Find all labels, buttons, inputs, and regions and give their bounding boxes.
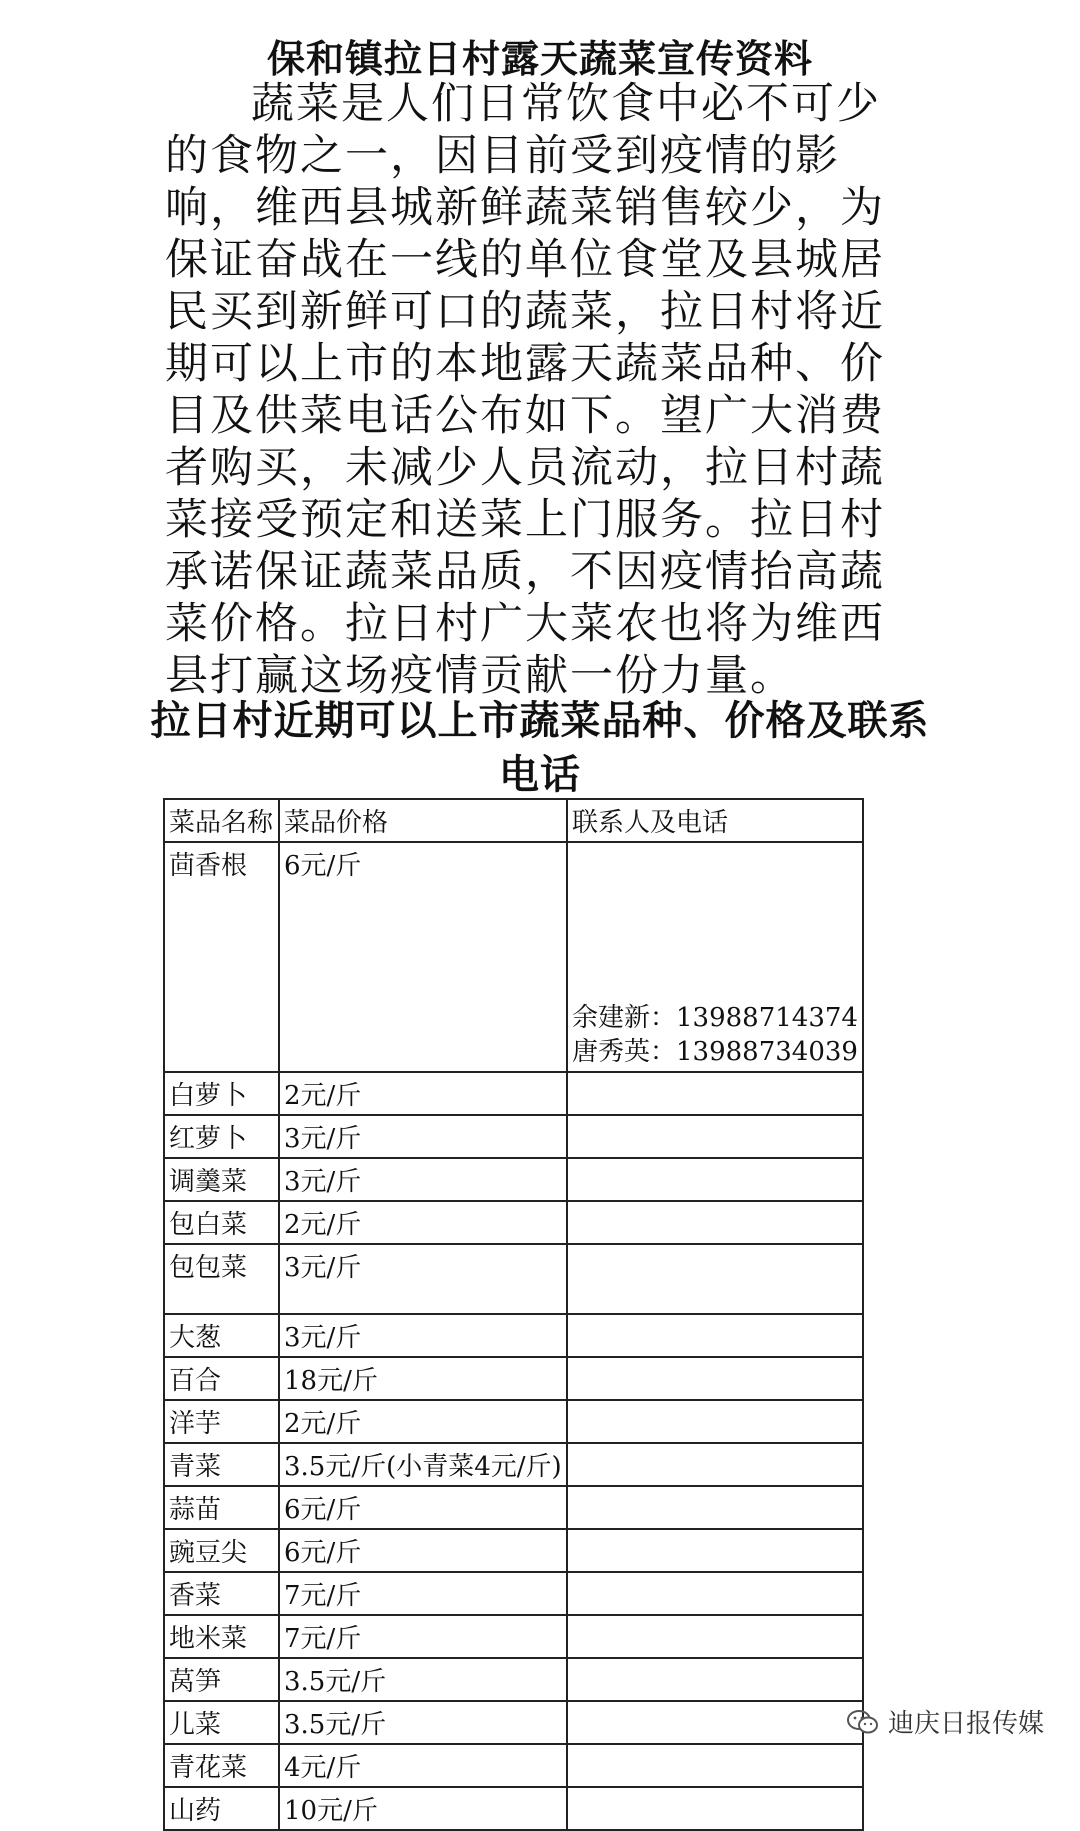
table-row xyxy=(164,1158,863,1201)
table-row xyxy=(164,1486,863,1529)
contact-cell xyxy=(567,842,863,1072)
vegetable-name: 红萝卜 xyxy=(164,1115,279,1158)
vegetable-price: 3.5元/斤 xyxy=(279,1658,567,1701)
header-vegetable-price: 菜品价格 xyxy=(279,799,567,842)
vegetable-name: 莴笋 xyxy=(164,1658,279,1701)
vegetable-name: 香菜 xyxy=(164,1572,279,1615)
table-row xyxy=(164,1572,863,1615)
table-row xyxy=(164,1658,863,1701)
table-row xyxy=(164,1201,863,1244)
contact-cell xyxy=(567,1701,863,1744)
vegetable-name: 豌豆尖 xyxy=(164,1529,279,1572)
vegetable-price: 3元/斤 xyxy=(279,1115,567,1158)
contact-cell xyxy=(567,1314,863,1357)
vegetable-price: 3元/斤 xyxy=(279,1314,567,1357)
watermark xyxy=(846,1703,1044,1740)
vegetable-name: 大葱 xyxy=(164,1314,279,1357)
contact-cell xyxy=(567,1529,863,1572)
table-row xyxy=(164,1787,863,1830)
vegetable-name: 儿菜 xyxy=(164,1701,279,1744)
table-row xyxy=(164,1701,863,1744)
table-row xyxy=(164,1400,863,1443)
table-row xyxy=(164,1443,863,1486)
vegetable-price: 3.5元/斤(小青菜4元/斤) xyxy=(279,1443,567,1486)
vegetable-name: 百合 xyxy=(164,1357,279,1400)
vegetable-name: 山药 xyxy=(164,1787,279,1830)
contact-cell xyxy=(567,1658,863,1701)
watermark-text: 迪庆日报传媒 xyxy=(887,1709,1044,1739)
contact-cell xyxy=(567,1201,863,1244)
contact-cell xyxy=(567,1443,863,1486)
document-title: 保和镇拉日村露天蔬菜宣传资料 xyxy=(266,37,813,81)
vegetable-price: 6元/斤 xyxy=(279,1486,567,1529)
vegetable-price: 3元/斤 xyxy=(279,1244,567,1314)
vegetable-price: 7元/斤 xyxy=(279,1615,567,1658)
vegetable-name: 茴香根 xyxy=(164,842,279,1072)
vegetable-price: 2元/斤 xyxy=(279,1400,567,1443)
document-body-text: 蔬菜是人们日常饮食中必不可少的食物之一，因目前受到疫情的影响，维西县城新鲜蔬菜销售较少，为保证奋战在一线的单位食堂及县城居民买到新鲜可口的蔬菜，拉日村将近期可以上市的本地露天蔬菜品种、价目及供菜电话公布如下。望广大消费者购买，未减少人员流动，拉日村蔬菜接受预定和送菜上门服务。拉日村承诺保证蔬菜品质，不因疫情抬高蔬菜价格。拉日村广大菜农也将为维西县打赢这场疫情贡献一份力量。 xyxy=(165,79,885,701)
vegetable-price: 4元/斤 xyxy=(279,1744,567,1787)
vegetable-name: 青花菜 xyxy=(164,1744,279,1787)
table-row xyxy=(164,1115,863,1158)
vegetable-price: 3.5元/斤 xyxy=(279,1701,567,1744)
contact-cell xyxy=(567,1357,863,1400)
table-row xyxy=(164,842,863,1072)
contact-cell xyxy=(567,1072,863,1115)
vegetable-name: 包包菜 xyxy=(164,1244,279,1314)
header-contact: 联系人及电话 xyxy=(567,799,863,842)
header-vegetable-name: 菜品名称 xyxy=(164,799,279,842)
vegetable-price: 2元/斤 xyxy=(279,1072,567,1115)
vegetable-price: 6元/斤 xyxy=(279,1529,567,1572)
table-row xyxy=(164,1314,863,1357)
vegetable-name: 白萝卜 xyxy=(164,1072,279,1115)
contact-cell xyxy=(567,1615,863,1658)
table-row xyxy=(164,1244,863,1314)
contact-cell xyxy=(567,1115,863,1158)
vegetable-price: 10元/斤 xyxy=(279,1787,567,1830)
vegetable-price-table xyxy=(163,798,864,1831)
table-row xyxy=(164,1529,863,1572)
table-title: 拉日村近期可以上市蔬菜品种、价格及联系电话 xyxy=(150,698,930,798)
contact-cell xyxy=(567,1158,863,1201)
vegetable-price: 6元/斤 xyxy=(279,842,567,1072)
table-row xyxy=(164,1744,863,1787)
table-row xyxy=(164,1615,863,1658)
contact-cell xyxy=(567,1244,863,1314)
vegetable-name: 地米菜 xyxy=(164,1615,279,1658)
contact-cell xyxy=(567,1572,863,1615)
contact-cell xyxy=(567,1744,863,1787)
contact-cell xyxy=(567,1486,863,1529)
vegetable-name: 调羹菜 xyxy=(164,1158,279,1201)
vegetable-name: 蒜苗 xyxy=(164,1486,279,1529)
contact-entry: 唐秀英：13988734039 xyxy=(572,1037,858,1067)
contact-entry: 余建新：13988714374 xyxy=(572,1003,858,1033)
contact-cell xyxy=(567,1787,863,1830)
vegetable-price: 7元/斤 xyxy=(279,1572,567,1615)
table-row xyxy=(164,1357,863,1400)
table-header-row xyxy=(164,799,863,842)
vegetable-name: 洋芋 xyxy=(164,1400,279,1443)
vegetable-price: 3元/斤 xyxy=(279,1158,567,1201)
vegetable-price: 18元/斤 xyxy=(279,1357,567,1400)
table-row xyxy=(164,1072,863,1115)
vegetable-price: 2元/斤 xyxy=(279,1201,567,1244)
vegetable-name: 包白菜 xyxy=(164,1201,279,1244)
contact-cell xyxy=(567,1400,863,1443)
wechat-icon xyxy=(846,1709,880,1735)
vegetable-name: 青菜 xyxy=(164,1443,279,1486)
